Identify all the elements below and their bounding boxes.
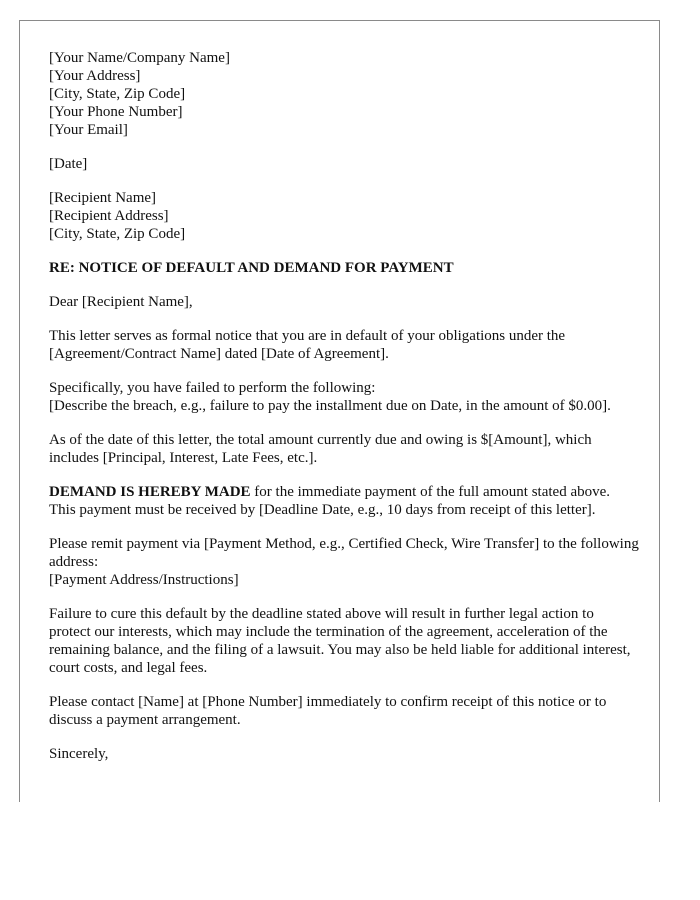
letter-page [19, 20, 660, 802]
recipient-address: [Recipient Address] [49, 208, 169, 224]
paragraph-intro: This letter serves as formal notice that you are in default of your obligations under the [Agreement/Contract Name] dated [Date of Agreement]. [49, 328, 566, 362]
sender-email: [Your Email] [49, 122, 128, 138]
remit-address: [Payment Address/Instructions] [49, 572, 239, 588]
recipient-block [49, 189, 639, 243]
sender-address: [Your Address] [49, 68, 141, 84]
paragraph-remit [49, 535, 639, 589]
remit-text: Please remit payment via [Payment Method, e.g., Certified Check, Wire Transfer] to the following address: [49, 536, 639, 570]
paragraph-contact: Please contact [Name] at [Phone Number] immediately to confirm receipt of this notice or to discuss a payment arrangement. [49, 694, 607, 728]
salutation: Dear [Recipient Name], [49, 294, 193, 310]
recipient-name: [Recipient Name] [49, 190, 157, 206]
closing: Sincerely, [49, 746, 109, 762]
letter-content [49, 49, 639, 779]
subject-line: RE: NOTICE OF DEFAULT AND DEMAND FOR PAYMENT [49, 260, 454, 276]
date-block [49, 155, 639, 173]
sender-phone: [Your Phone Number] [49, 104, 183, 120]
breach-detail: [Describe the breach, e.g., failure to pay the installment due on Date, in the amount of $0.00]. [49, 398, 611, 414]
paragraph-consequences: Failure to cure this default by the deadline stated above will result in further legal action to protect our interests, which may include the termination of the agreement, acceleration of the remaining balance, and the filing of a lawsuit. You may also be held liable for additional interest, court costs, and legal fees. [49, 606, 631, 676]
demand-emphasis: DEMAND IS HEREBY MADE [49, 484, 251, 500]
sender-block [49, 49, 639, 139]
letter-date: [Date] [49, 156, 88, 172]
demand-text: for the immediate payment of the full amount stated above. This payment must be received by [Deadline Date, e.g., 10 days from receipt of this letter]. [49, 484, 611, 518]
breach-lead: Specifically, you have failed to perform the following: [49, 380, 376, 396]
sender-city-state-zip: [City, State, Zip Code] [49, 86, 186, 102]
sender-name: [Your Name/Company Name] [49, 50, 230, 66]
paragraph-breach [49, 379, 639, 415]
recipient-city-state-zip: [City, State, Zip Code] [49, 226, 186, 242]
paragraph-demand [49, 483, 639, 519]
paragraph-amount-due: As of the date of this letter, the total amount currently due and owing is $[Amount], which includes [Principal, Interest, Late Fees, etc.]. [49, 432, 592, 466]
